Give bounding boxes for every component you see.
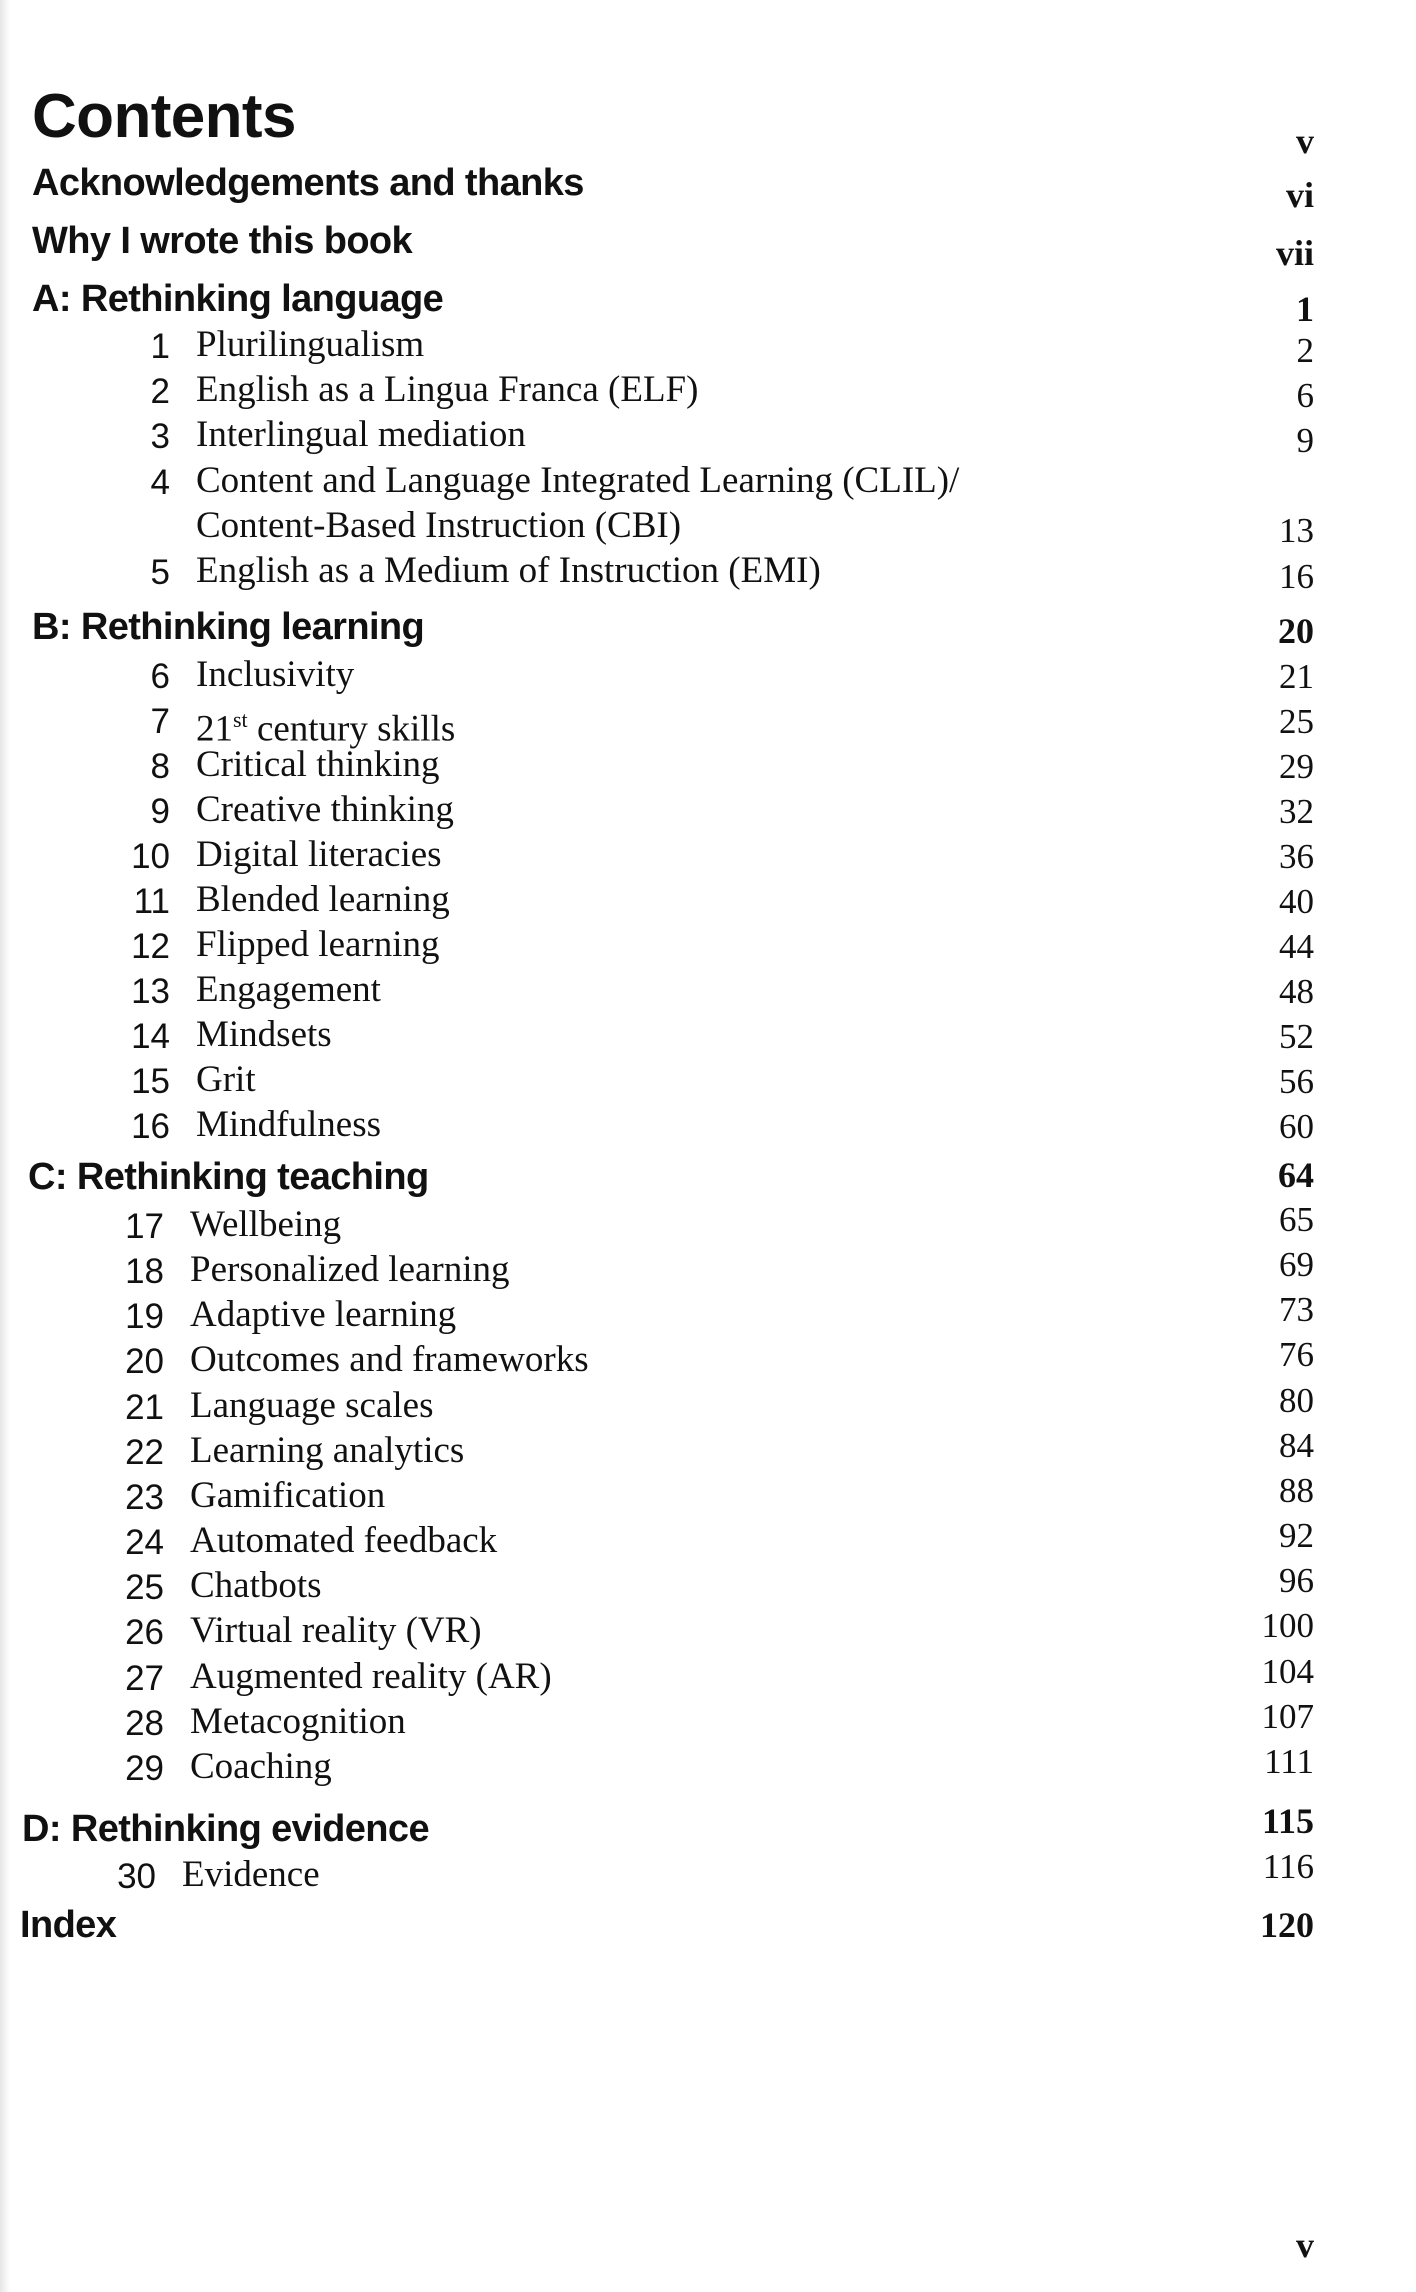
chapter-page-number: 9	[1296, 421, 1314, 460]
chapter-page-number: 111	[1264, 1742, 1314, 1781]
chapter-title[interactable]: English as a Medium of Instruction (EMI)	[196, 550, 821, 591]
chapter-title-number: 21	[196, 708, 233, 750]
chapter-number: 5	[150, 553, 170, 592]
page-binding-edge	[0, 0, 10, 2292]
index-page-number: 120	[1260, 1905, 1314, 1945]
chapter-number: 23	[125, 1478, 164, 1517]
section-heading-b[interactable]: B: Rethinking learning	[32, 606, 425, 648]
section-page-number: 115	[1261, 1801, 1314, 1841]
chapter-number: 15	[131, 1062, 170, 1101]
chapter-page-number: 96	[1279, 1561, 1314, 1600]
section-page-number: 1	[1296, 289, 1314, 329]
chapter-title[interactable]: Grit	[196, 1059, 256, 1100]
front-matter-page-number: vii	[1275, 233, 1314, 273]
chapter-page-number: 2	[1296, 331, 1314, 370]
chapter-number: 18	[125, 1252, 164, 1291]
chapter-page-number: 21	[1279, 657, 1314, 696]
chapter-page-number: 25	[1279, 702, 1314, 741]
chapter-number: 19	[125, 1297, 164, 1336]
chapter-number: 27	[125, 1659, 164, 1698]
chapter-page-number: 92	[1279, 1516, 1314, 1555]
chapter-number: 10	[131, 837, 170, 876]
chapter-number: 21	[125, 1388, 164, 1427]
chapter-title[interactable]: Outcomes and frameworks	[190, 1339, 589, 1380]
chapter-title[interactable]: Virtual reality (VR)	[190, 1610, 482, 1651]
chapter-number: 11	[133, 882, 170, 921]
chapter-number: 2	[150, 372, 170, 411]
chapter-page-number: 40	[1279, 882, 1314, 921]
chapter-number: 22	[125, 1433, 164, 1472]
chapter-page-number: 6	[1296, 376, 1314, 415]
chapter-title[interactable]: Interlingual mediation	[196, 414, 526, 455]
chapter-title[interactable]: Flipped learning	[196, 924, 440, 965]
chapter-title[interactable]: Creative thinking	[196, 789, 454, 830]
chapter-title[interactable]: Language scales	[190, 1385, 434, 1426]
folio-page-number: v	[1296, 2225, 1314, 2265]
chapter-title-text: century skills	[247, 708, 456, 750]
front-matter-why-i-wrote[interactable]: Why I wrote this book	[32, 220, 413, 262]
chapter-page-number: 48	[1279, 972, 1314, 1011]
chapter-title[interactable]: Content and Language Integrated Learning (CLIL)/	[196, 460, 960, 501]
chapter-page-number: 52	[1279, 1017, 1314, 1056]
section-heading-d[interactable]: D: Rethinking evidence	[22, 1808, 429, 1850]
chapter-page-number: 56	[1279, 1062, 1314, 1101]
chapter-page-number: 29	[1279, 747, 1314, 786]
chapter-page-number: 32	[1279, 792, 1314, 831]
chapter-number: 29	[125, 1749, 164, 1788]
superscript-ordinal: st	[233, 707, 248, 732]
chapter-title[interactable]: Metacognition	[190, 1701, 406, 1742]
chapter-title[interactable]: Chatbots	[190, 1565, 322, 1606]
chapter-title[interactable]: Gamification	[190, 1475, 386, 1516]
chapter-number: 17	[125, 1207, 164, 1246]
chapter-number: 7	[150, 702, 170, 741]
chapter-page-number: 116	[1262, 1847, 1314, 1886]
chapter-title[interactable]: Personalized learning	[190, 1249, 510, 1290]
chapter-page-number: 80	[1279, 1381, 1314, 1420]
chapter-page-number: 84	[1279, 1426, 1314, 1465]
chapter-title[interactable]: Wellbeing	[190, 1204, 342, 1245]
chapter-title[interactable]: Automated feedback	[190, 1520, 498, 1561]
chapter-page-number: 13	[1279, 511, 1314, 550]
chapter-page-number: 60	[1279, 1107, 1314, 1146]
chapter-page-number: 36	[1279, 837, 1314, 876]
index-entry[interactable]: Index	[20, 1904, 117, 1946]
section-page-number: 64	[1278, 1155, 1314, 1195]
chapter-number: 8	[150, 747, 170, 786]
chapter-title-continuation[interactable]: Content-Based Instruction (CBI)	[196, 505, 682, 546]
chapter-number: 25	[125, 1568, 164, 1607]
section-heading-a[interactable]: A: Rethinking language	[32, 278, 444, 320]
chapter-title[interactable]: Mindsets	[196, 1014, 332, 1055]
chapter-number: 13	[131, 972, 170, 1011]
chapter-page-number: 88	[1279, 1471, 1314, 1510]
front-matter-acknowledgements[interactable]: Acknowledgements and thanks	[32, 162, 584, 204]
chapter-page-number: 44	[1279, 927, 1314, 966]
chapter-number: 24	[125, 1523, 164, 1562]
chapter-page-number: 107	[1261, 1697, 1314, 1736]
chapter-number: 1	[150, 327, 170, 366]
chapter-title[interactable]: Inclusivity	[196, 654, 355, 695]
heading-page-number: v	[1296, 121, 1314, 161]
chapter-title[interactable]: English as a Lingua Franca (ELF)	[196, 369, 699, 410]
chapter-number: 3	[150, 417, 170, 456]
chapter-title[interactable]: Augmented reality (AR)	[190, 1656, 552, 1697]
chapter-number: 28	[125, 1704, 164, 1743]
chapter-number: 30	[117, 1857, 156, 1896]
chapter-title[interactable]: Digital literacies	[196, 834, 442, 875]
chapter-title[interactable]: Learning analytics	[190, 1430, 465, 1471]
chapter-page-number: 69	[1279, 1245, 1314, 1284]
chapter-number: 6	[150, 657, 170, 696]
chapter-title[interactable]: Critical thinking	[196, 744, 440, 785]
chapter-title[interactable]: Evidence	[182, 1854, 320, 1895]
chapter-title[interactable]: Mindfulness	[196, 1104, 381, 1145]
chapter-page-number: 76	[1279, 1335, 1314, 1374]
chapter-page-number: 16	[1279, 557, 1314, 596]
page-title: Contents	[32, 82, 296, 151]
section-page-number: 20	[1278, 611, 1314, 651]
chapter-page-number: 65	[1279, 1200, 1314, 1239]
chapter-number: 20	[125, 1342, 164, 1381]
chapter-title[interactable]: Engagement	[196, 969, 381, 1010]
chapter-number: 12	[131, 927, 170, 966]
chapter-page-number: 73	[1279, 1290, 1314, 1329]
chapter-title[interactable]: Adaptive learning	[190, 1294, 457, 1335]
section-heading-c[interactable]: C: Rethinking teaching	[28, 1156, 429, 1198]
chapter-title[interactable]: Coaching	[190, 1746, 332, 1787]
chapter-number: 4	[150, 463, 170, 502]
chapter-title[interactable]: Blended learning	[196, 879, 450, 920]
chapter-title[interactable]: Plurilingualism	[196, 324, 425, 365]
chapter-number: 16	[131, 1107, 170, 1146]
chapter-page-number: 104	[1261, 1652, 1314, 1691]
chapter-number: 26	[125, 1613, 164, 1652]
chapter-number: 14	[131, 1017, 170, 1056]
front-matter-page-number: vi	[1285, 175, 1314, 215]
chapter-number: 9	[150, 792, 170, 831]
chapter-page-number: 100	[1261, 1606, 1314, 1645]
